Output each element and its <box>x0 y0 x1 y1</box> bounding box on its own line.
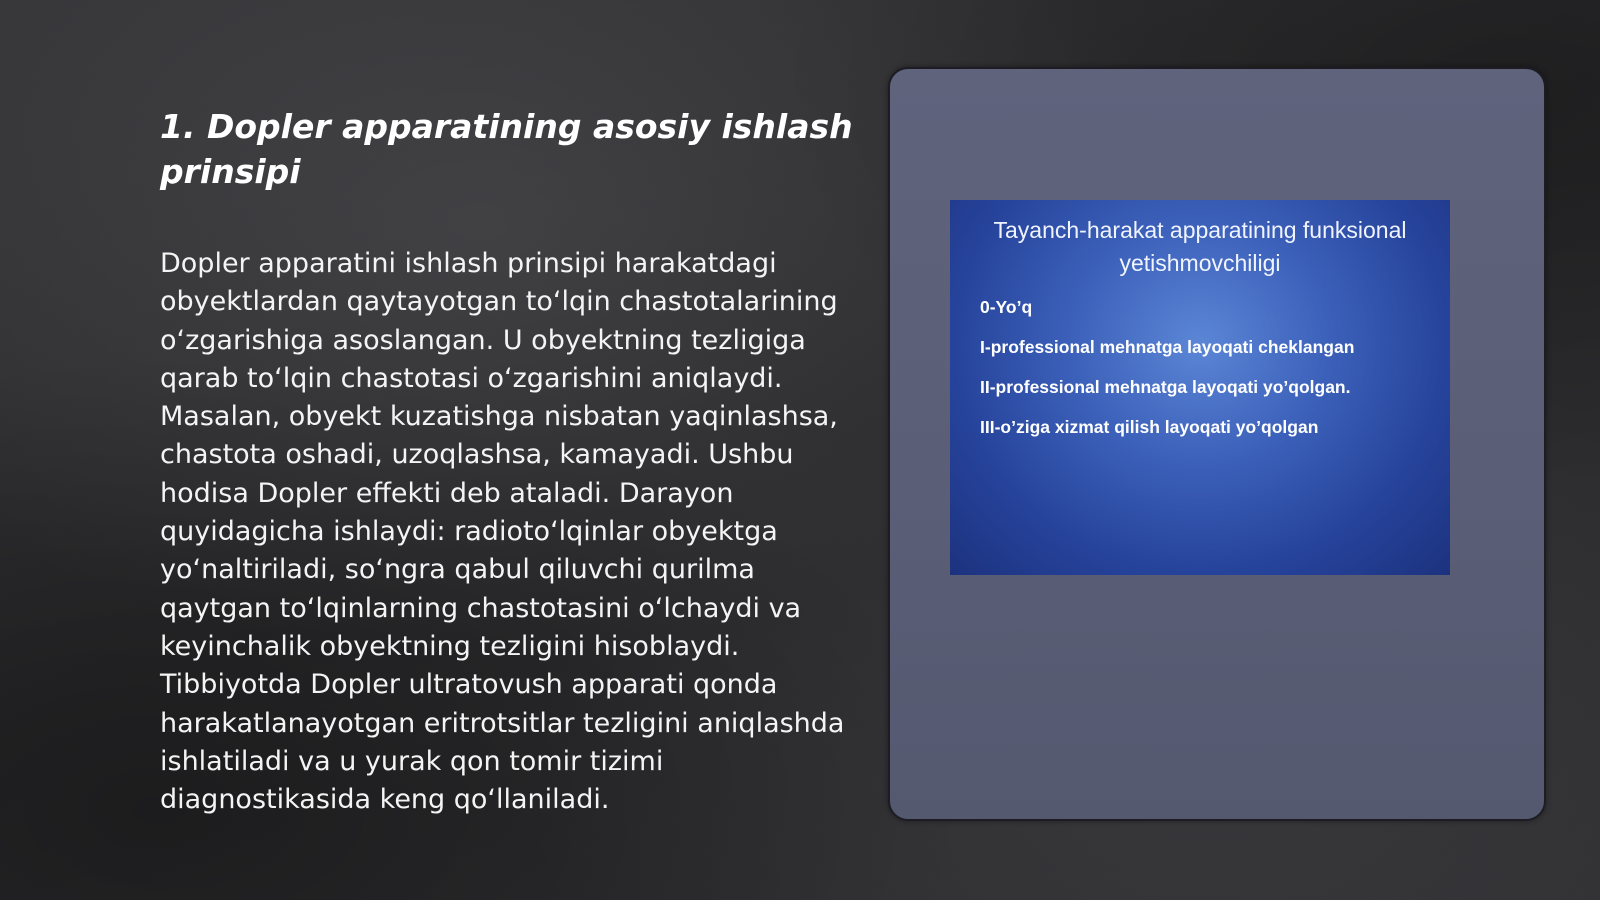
list-item: II-professional mehnatga layoqati yo’qolgan. <box>980 377 1351 397</box>
embedded-slide-title: Tayanch-harakat apparatining funksional yetishmovchiligi <box>993 217 1407 276</box>
embedded-slide-image <box>950 200 1450 575</box>
list-item: III-o’ziga xizmat qilish layoqati yo’qolgan <box>980 417 1319 437</box>
list-item: I-professional mehnatga layoqati cheklangan <box>980 337 1355 357</box>
slide-title: 1. Dopler apparatining asosiy ishlash prinsipi <box>160 107 853 191</box>
slide-body-text: Dopler apparatini ishlash prinsipi harakatdagi obyektlardan qaytayotgan to‘lqin chastotalarining o‘zgarishiga asoslangan. U obyektning tezligiga qarab to‘lqin chastotasi o‘zgarishini aniqlaydi. Masalan, obyekt kuzatishga nisbatan yaqinlashsa, chastota oshadi, uzoqlashsa, kamayadi. Ushbu hodisa Dopler effekti deb ataladi. Darayon quyidagicha ishlaydi: radioto‘lqinlar obyektga yo‘naltiriladi, so‘ngra qabul qiluvchi qurilma qaytgan to‘lqinlarning chastotasini o‘lchaydi va keyinchalik obyektning tezligini hisoblaydi. Tibbiyotda Dopler ultratovush apparati qonda harakatlanayotgan eritrotsitlar tezligini aniqlashda ishlatiladi va u yurak qon tomir tizimi diagnostikasida keng qo‘llaniladi. <box>160 248 845 816</box>
embedded-slide-list <box>980 296 1450 438</box>
list-item: 0-Yo’q <box>980 297 1033 317</box>
